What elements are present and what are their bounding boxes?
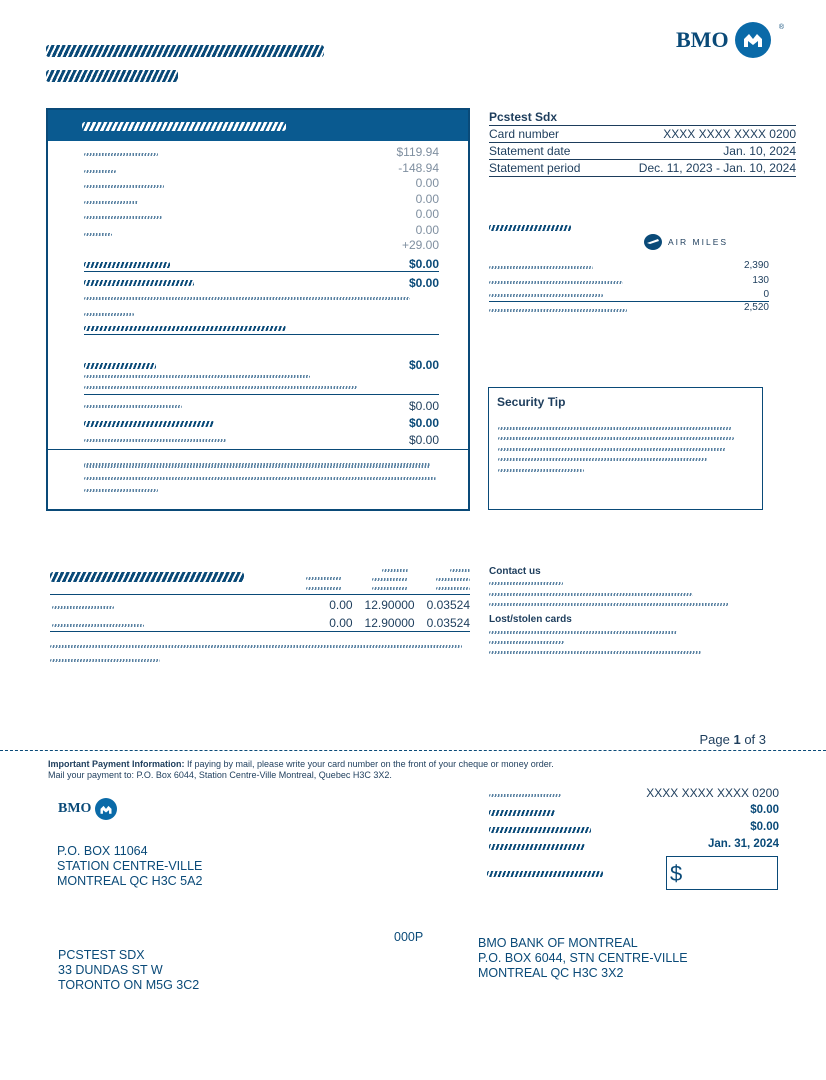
bmo-wordmark: BMO xyxy=(676,27,729,52)
redacted-miles-label xyxy=(489,266,593,269)
contact-us-title: Contact us xyxy=(489,566,541,577)
redacted-title-line-2 xyxy=(46,70,178,82)
bank-address-line-3: MONTREAL QC H3C 3X2 xyxy=(478,966,624,980)
miles-value-2: 130 xyxy=(752,275,769,286)
minimum-payment: $0.00 xyxy=(408,276,439,290)
redacted-col-head xyxy=(306,587,342,590)
redacted-label xyxy=(84,185,164,188)
redacted-remit-label xyxy=(489,810,555,816)
return-address-line-3: MONTREAL QC H3C 5A2 xyxy=(57,874,203,888)
summary-rule-1 xyxy=(84,271,439,272)
redacted-col-head xyxy=(372,587,408,590)
redacted-lost-line xyxy=(489,651,701,654)
card-number-value: XXXX XXXX XXXX 0200 xyxy=(663,127,796,141)
remit-card-number: XXXX XXXX XXXX 0200 xyxy=(646,786,779,800)
summary-rule-2 xyxy=(84,334,439,335)
bmo-roundel-icon-small xyxy=(95,798,117,820)
redacted-col-head xyxy=(436,587,470,590)
air-miles-label: AIR MILES xyxy=(668,237,729,247)
miles-value-3: 0 xyxy=(763,289,769,300)
redacted-label xyxy=(84,153,158,156)
return-address-line-2: STATION CENTRE-VILLE xyxy=(57,859,203,873)
amount-payments: -148.94 xyxy=(398,160,439,175)
cardholder-name: Pcstest Sdx xyxy=(489,110,796,126)
bank-address xyxy=(478,936,688,981)
return-address xyxy=(57,844,202,889)
security-tip-title: Security Tip xyxy=(497,395,566,409)
page-suffix: of 3 xyxy=(740,732,766,747)
miles-total: 2,520 xyxy=(743,302,769,313)
dollar-sign: $ xyxy=(670,861,683,886)
redacted-col-head xyxy=(382,569,408,572)
bmo-wordmark-small: BMO xyxy=(58,801,92,816)
payment-info-bold: Important Payment Information: xyxy=(48,759,185,769)
redacted-col-head xyxy=(306,577,342,580)
tear-off-line xyxy=(0,750,826,751)
redacted-rewards-heading xyxy=(489,225,571,231)
redacted-label xyxy=(84,421,214,427)
account-info xyxy=(489,110,796,177)
rate-col-c: 0.03524 xyxy=(426,598,470,612)
redacted-contact-line xyxy=(489,582,563,585)
redacted-footnote xyxy=(84,489,158,492)
page-indicator xyxy=(680,732,766,747)
redacted-tip-text xyxy=(498,448,726,451)
rate-col-b: 12.90000 xyxy=(364,598,415,612)
redacted-rate-label xyxy=(52,606,114,609)
rate-col-b: 12.90000 xyxy=(364,616,415,630)
redacted-label xyxy=(84,216,162,219)
redacted-balance-label xyxy=(84,262,170,268)
rate-col-a: 0.00 xyxy=(329,616,353,630)
redacted-remit-label xyxy=(489,827,591,833)
redacted-footnote xyxy=(84,463,430,468)
remit-due-date: Jan. 31, 2024 xyxy=(708,838,779,850)
bmo-logo-small xyxy=(58,798,130,820)
customer-address xyxy=(58,948,199,993)
redacted-rates-note xyxy=(50,645,462,648)
statement-date-row xyxy=(489,143,796,160)
amount-previous-balance: $119.94 xyxy=(396,145,439,159)
redacted-col-head xyxy=(372,578,408,581)
air-miles-logo xyxy=(644,234,744,250)
air-miles-icon xyxy=(644,234,662,250)
redacted-subtotal-label xyxy=(84,363,156,369)
page-current: 1 xyxy=(733,732,741,747)
lower-amount-3: $0.00 xyxy=(408,433,439,447)
lost-stolen-title: Lost/stolen cards xyxy=(489,614,572,625)
redacted-minimum-note xyxy=(84,313,134,316)
amount-line-6: 0.00 xyxy=(415,222,439,237)
redacted-col-head xyxy=(450,569,470,572)
redacted-tip-text xyxy=(498,437,734,440)
lower-amount-2: $0.00 xyxy=(408,416,439,430)
registered-mark: ® xyxy=(778,24,784,31)
redacted-label xyxy=(84,405,182,408)
remit-amount-1: $0.00 xyxy=(750,804,779,816)
page-prefix: Page xyxy=(699,732,734,747)
redacted-rates-note xyxy=(50,659,160,662)
card-number-row xyxy=(489,126,796,143)
redacted-heading xyxy=(84,326,286,331)
redacted-rate-label xyxy=(52,624,144,627)
card-number-label: Card number xyxy=(489,127,560,141)
redacted-label xyxy=(84,439,226,442)
redacted-miles-label xyxy=(489,281,623,284)
redacted-label xyxy=(84,170,116,173)
rates-rule-bottom xyxy=(50,631,470,632)
redacted-rates-heading xyxy=(50,572,244,582)
redacted-tip-text xyxy=(498,458,708,461)
remit-amount-2: $0.00 xyxy=(750,821,779,833)
summary-header-bar xyxy=(48,110,468,141)
bmo-logo xyxy=(676,22,784,58)
rates-rule-top xyxy=(50,594,470,595)
rates-row-2 xyxy=(290,616,470,630)
amount-line-5: 0.00 xyxy=(415,207,439,221)
redacted-col-head xyxy=(436,578,470,581)
redacted-lost-line xyxy=(489,631,677,634)
redacted-footnote xyxy=(84,477,436,480)
redacted-minimum-note xyxy=(84,297,410,300)
redacted-label xyxy=(84,233,112,236)
bank-address-line-1: BMO BANK OF MONTREAL xyxy=(478,936,638,950)
summary-footer-divider xyxy=(48,449,468,450)
redacted-summary-title xyxy=(82,122,286,131)
security-tip-box xyxy=(488,387,763,510)
redacted-tip-text xyxy=(498,469,584,472)
redacted-title-line-1 xyxy=(46,45,324,57)
sort-code: 000P xyxy=(394,930,424,944)
summary-rule-3 xyxy=(84,394,439,395)
subtotal-amount: $0.00 xyxy=(408,358,439,372)
amount-line-4: 0.00 xyxy=(415,191,439,206)
redacted-miles-label xyxy=(489,294,603,297)
bmo-roundel-icon xyxy=(735,22,771,58)
statement-period-row xyxy=(489,160,796,177)
statement-date-value: Jan. 10, 2024 xyxy=(723,144,796,158)
lower-amount-1: $0.00 xyxy=(408,399,439,413)
redacted-lost-line xyxy=(489,641,565,644)
redacted-label xyxy=(84,201,138,204)
redacted-remit-label xyxy=(489,844,585,850)
redacted-remit-label xyxy=(489,794,561,797)
redacted-subtotal-note xyxy=(84,386,358,389)
redacted-amount-paid-label xyxy=(487,871,603,877)
customer-address-line-3: TORONTO ON M5G 3C2 xyxy=(58,978,200,992)
statement-period-label: Statement period xyxy=(489,161,581,175)
customer-address-line-1: PCSTEST SDX xyxy=(58,948,145,962)
return-address-line-1: P.O. BOX 11064 xyxy=(57,844,148,858)
redacted-miles-label xyxy=(489,309,627,312)
payment-info-line-2: Mail your payment to: P.O. Box 6044, Station Centre-Ville Montreal, Quebec H3C 3X2. xyxy=(48,770,392,780)
payment-info-line-1 xyxy=(48,759,648,770)
amount-line-3: 0.00 xyxy=(415,176,439,190)
bank-address-line-2: P.O. BOX 6044, STN CENTRE-VILLE xyxy=(478,951,688,965)
redacted-contact-line xyxy=(489,593,693,596)
miles-value-1: 2,390 xyxy=(743,260,769,271)
statement-date-label: Statement date xyxy=(489,144,571,158)
statement-period-value: Dec. 11, 2023 - Jan. 10, 2024 xyxy=(638,161,796,175)
new-balance: $0.00 xyxy=(408,257,439,271)
customer-address-line-2: 33 DUNDAS ST W xyxy=(58,963,163,977)
summary-amounts xyxy=(340,145,439,254)
amount-paid-input[interactable] xyxy=(666,856,778,890)
redacted-subtotal-note xyxy=(84,375,310,378)
payment-info-text: If paying by mail, please write your card number on the front of your cheque or money order. xyxy=(184,759,554,769)
rate-col-a: 0.00 xyxy=(329,598,353,612)
redacted-minimum-label xyxy=(84,280,194,286)
amount-line-7: +29.00 xyxy=(401,238,439,252)
payment-information xyxy=(48,759,648,781)
redacted-tip-text xyxy=(498,427,732,430)
redacted-contact-line xyxy=(489,603,729,606)
rate-col-c: 0.03524 xyxy=(426,616,470,630)
rates-row-1 xyxy=(290,598,470,612)
